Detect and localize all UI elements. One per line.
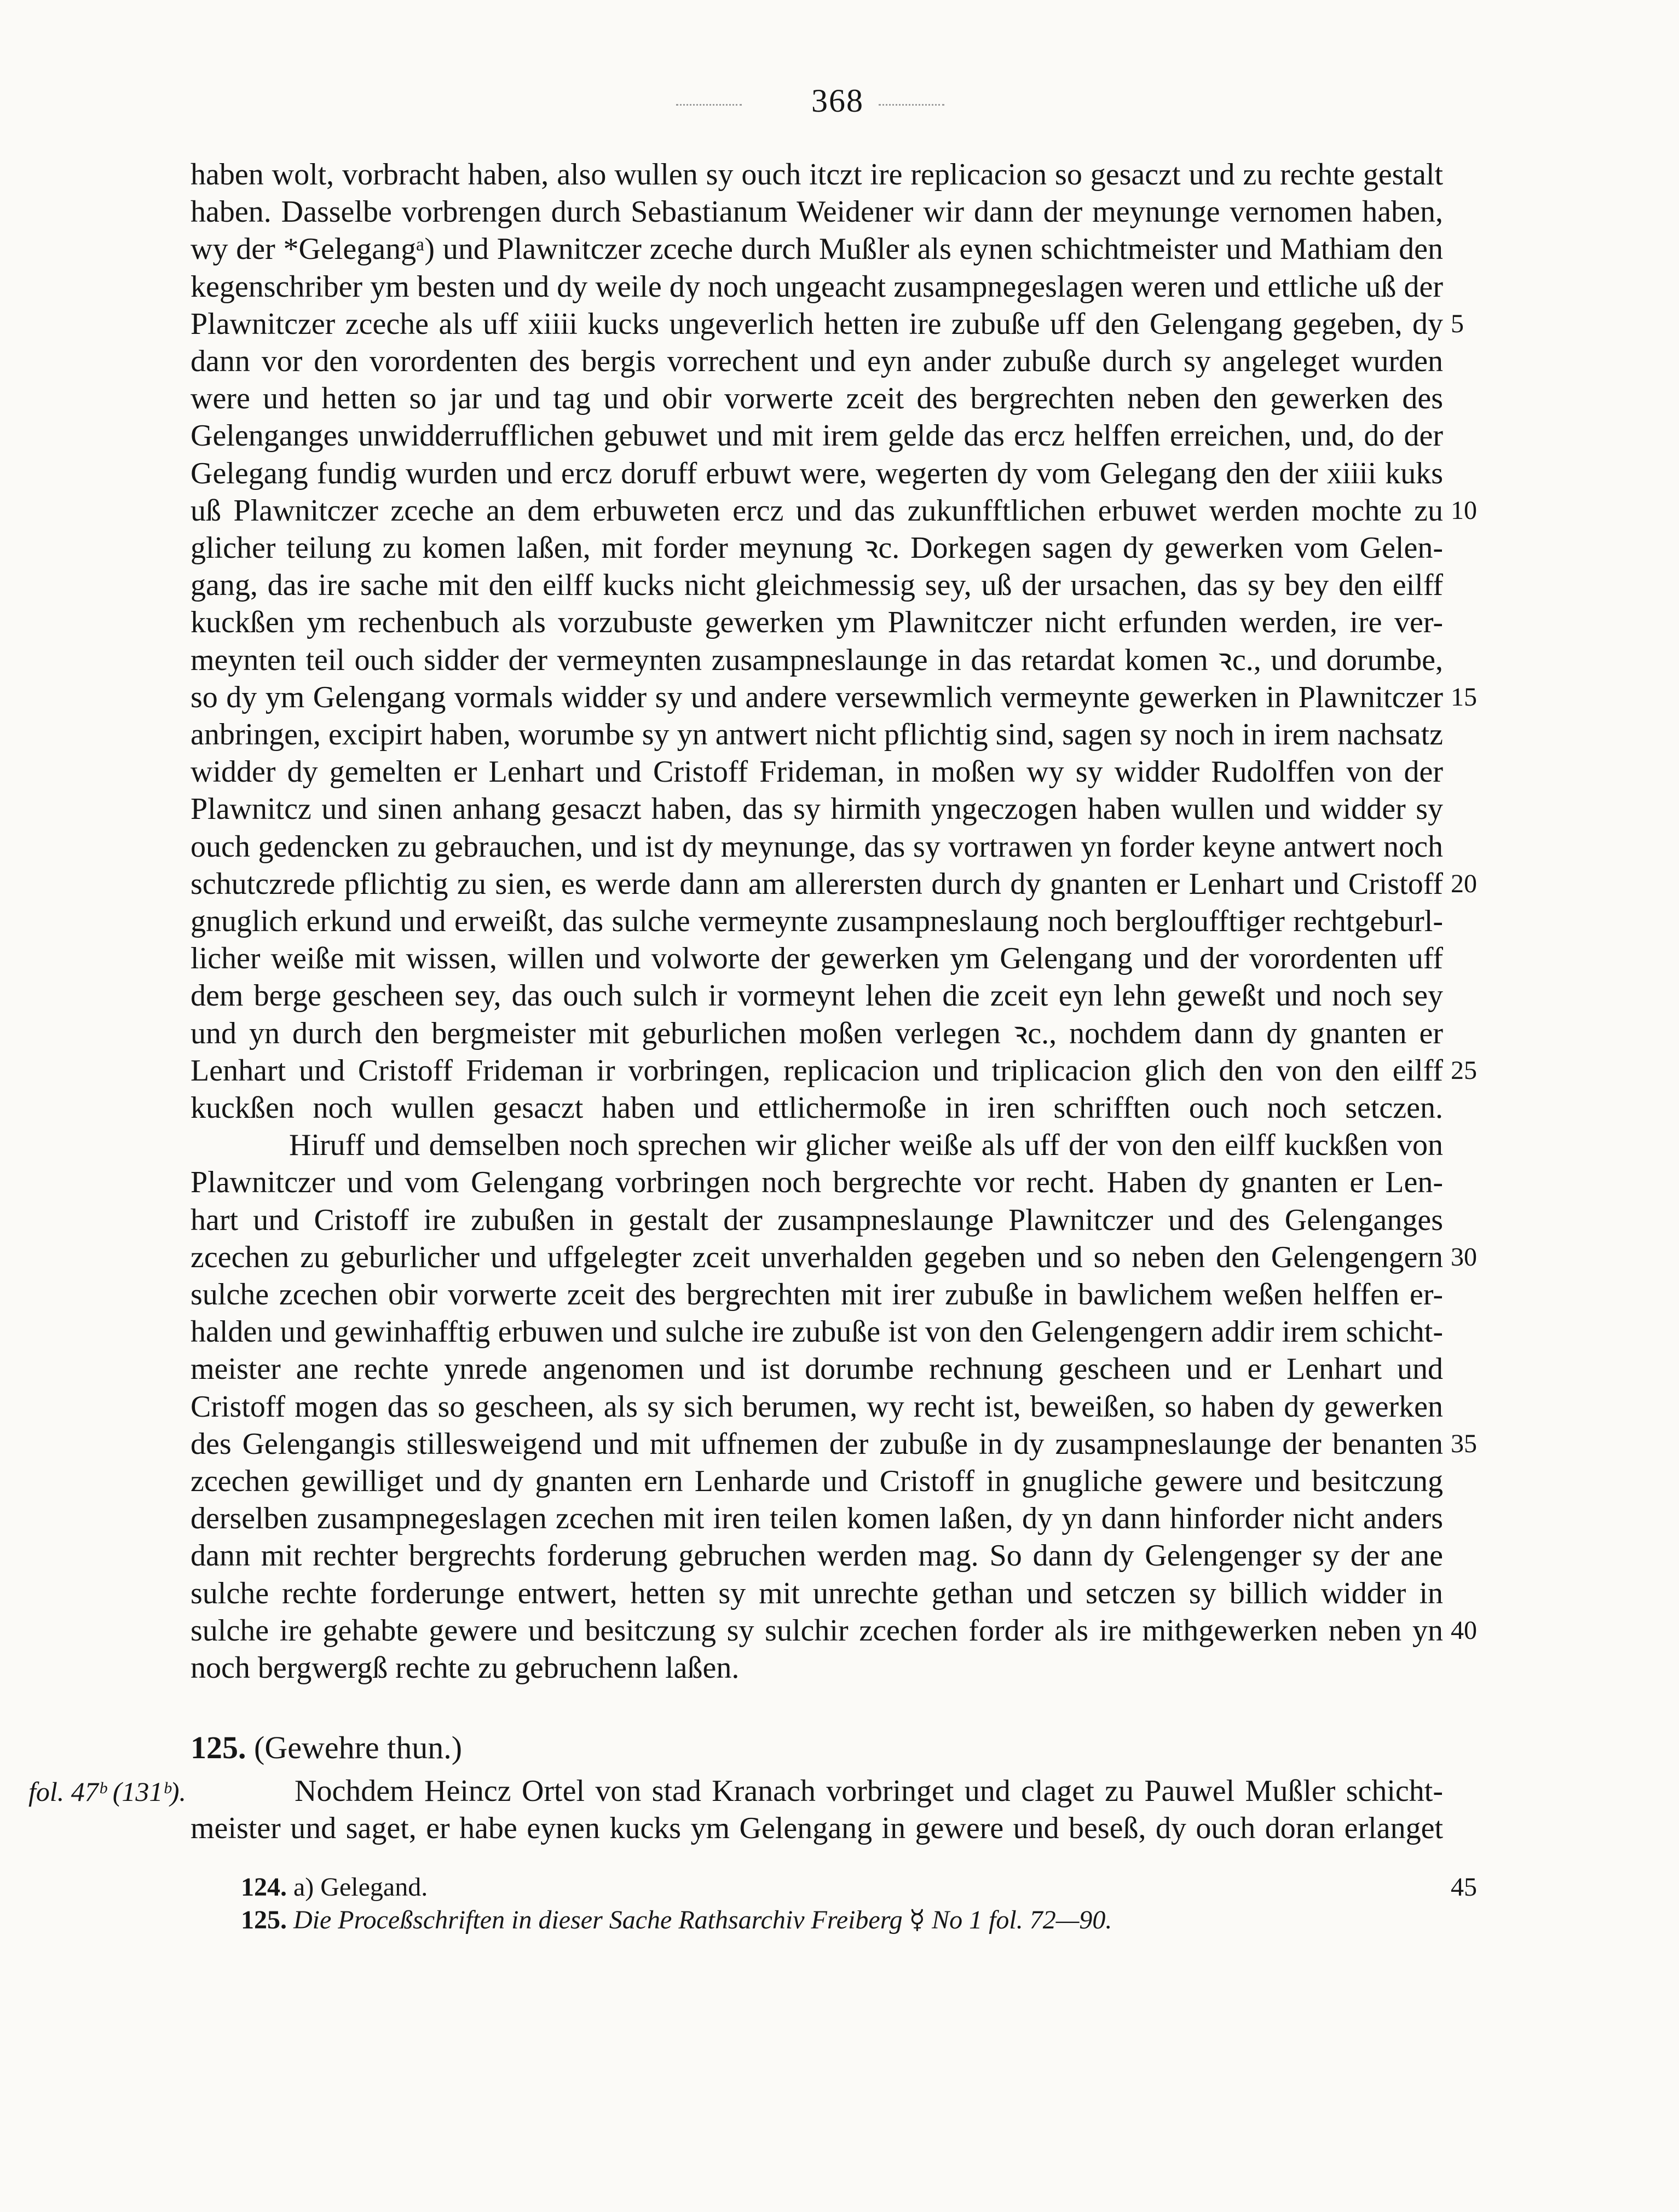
section-title: (Gewehre thun.) xyxy=(254,1730,463,1765)
page-number-rule-right xyxy=(879,104,944,106)
text-line: glicher teilung zu komen laßen, mit forder meynung ꝛc. Dorkegen sagen dy gewerken vom Gelen- xyxy=(191,531,1443,565)
text-line: Cristoff mogen das so gescheen, als sy sich berumen, wy recht ist, beweißen, so haben dy gewerken xyxy=(191,1390,1443,1424)
text-line: sulche ire gehabte gewere und besitczung sy sulchir zcechen forder als ire mithgewerken neben yn xyxy=(191,1614,1443,1648)
line-number: 10 xyxy=(1451,496,1477,525)
text-line: dann vor den vorordenten des bergis vorrechent und eyn ander zubuße durch sy angeleget wurden xyxy=(191,344,1443,378)
text-line: sulche rechte forderunge entwert, hetten sy mit unrechte gethan und setczen sy billich widder in xyxy=(191,1576,1443,1610)
text-line: Gelenganges unwidderrufflichen gebuwet und mit irem gelde das ercz helffen erreichen, und, do der xyxy=(191,419,1443,453)
text-line: noch bergwergß rechte zu gebruchenn laßen. xyxy=(191,1651,740,1685)
text-line: Gelegang fundig wurden und ercz doruff erbuwt were, wegerten dy vom Gelegang den der xiiii kuks xyxy=(191,457,1443,490)
footnote xyxy=(241,1904,1112,1937)
text-line: Plawnitczer zceche als uff xiiii kucks ungeverlich hetten ire zubuße uff den Gelengang gegeben, dy xyxy=(191,307,1443,341)
footnote-number: 125. xyxy=(241,1905,287,1934)
text-line: haben wolt, vorbracht haben, also wullen sy ouch itczt ire replicacion so gesaczt und zu rechte gestalt xyxy=(191,158,1443,192)
line-number: 5 xyxy=(1451,309,1464,338)
text-line: kegenschriber ym besten und dy weile dy noch ungeacht zusampnegeslagen weren und ettliche uß der xyxy=(191,270,1443,304)
text-line: licher weiße mit wissen, willen und volworte der gewerken ym Gelengang und der vorordenten uff xyxy=(191,942,1443,975)
page-number-rule-left xyxy=(676,104,742,106)
line-number: 25 xyxy=(1451,1056,1477,1085)
section-line: meister und saget, er habe eynen kucks ym Gelengang in gewere und beseß, dy ouch doran erlanget xyxy=(191,1811,1443,1845)
text-line: haben. Dasselbe vorbrengen durch Sebastianum Weidener wir dann der meynunge vernomen haben, xyxy=(191,195,1443,229)
section-heading xyxy=(191,1729,462,1767)
text-line: kuckßen noch wullen gesaczt haben und ettlichermoße in iren schrifften ouch noch setczen. xyxy=(191,1091,1443,1125)
footnote-text: Die Proceßschriften in dieser Sache Rathsarchiv Freiberg ☿ No 1 fol. 72—90. xyxy=(293,1905,1112,1934)
text-line: wy der *Gelegangᵃ) und Plawnitczer zceche durch Mußler als eynen schichtmeister und Mathiam den xyxy=(191,232,1443,266)
text-line: zcechen zu geburlicher und uffgelegter zceit unverhalden gegeben und so neben den Gelengengern xyxy=(191,1240,1443,1274)
text-line: Plawnitczer und vom Gelengang vorbringen noch bergrechte vor recht. Haben dy gnanten er Len- xyxy=(191,1165,1443,1199)
text-line: ouch gedencken zu gebrauchen, und ist dy meynunge, das sy vortrawen yn forder keyne antwert noch xyxy=(191,830,1443,864)
text-line: anbringen, excipirt haben, worumbe sy yn antwert nicht pflichtig sind, sagen sy noch in irem nachsatz xyxy=(191,718,1443,752)
text-line: widder dy gemelten er Lenhart und Cristoff Frideman, in moßen wy sy widder Rudolffen von der xyxy=(191,755,1443,789)
section-line: Nochdem Heincz Ortel von stad Kranach vorbringet und claget zu Pauwel Mußler schicht- xyxy=(295,1774,1443,1808)
text-line: Hiruff und demselben noch sprechen wir glicher weiße als uff der von den eilff kuckßen von xyxy=(289,1128,1443,1162)
text-line: dem berge gescheen sey, das ouch sulch ir vormeynt lehen die zceit eyn lehn geweßt und noch sey xyxy=(191,979,1443,1013)
text-line: gnuglich erkund und erweißt, das sulche vermeynte zusampneslaung noch bergloufftiger rechtgeburl- xyxy=(191,904,1443,938)
footnote-number: 124. xyxy=(241,1873,287,1902)
section-number: 125. xyxy=(191,1730,246,1765)
text-line: schutczrede pflichtig zu sien, es werde dann am allerersten durch dy gnanten er Lenhart und Cristoff xyxy=(191,867,1443,901)
text-line: hart und Cristoff ire zubußen in gestalt der zusampneslaunge Plawnitczer und des Gelenganges xyxy=(191,1203,1443,1237)
footnote-line-number: 45 xyxy=(1451,1873,1477,1902)
text-line: Plawnitcz und sinen anhang gesaczt haben, das sy hirmith yngeczogen haben wullen und widder sy xyxy=(191,792,1443,826)
line-number: 30 xyxy=(1451,1243,1477,1272)
text-line: so dy ym Gelengang vormals widder sy und andere versewmlich vermeynte gewerken in Plawnitczer xyxy=(191,680,1443,714)
text-line: Lenhart und Cristoff Frideman ir vorbringen, replicacion und triplicacion glich den von den eilff xyxy=(191,1054,1443,1088)
text-line: halden und gewinhafftig erbuwen und sulche ire zubuße ist von den Gelengengern addir irem schicht- xyxy=(191,1315,1443,1349)
text-line: gang, das ire sache mit den eilff kucks nicht gleichmessig sey, uß der ursachen, das sy bey den eilff xyxy=(191,568,1443,602)
text-line: und yn durch den bergmeister mit geburlichen moßen verlegen ꝛc., nochdem dann dy gnanten er xyxy=(191,1017,1443,1050)
text-line: zcechen gewilliget und dy gnanten ern Lenharde und Cristoff in gnugliche gewere und besitczung xyxy=(191,1464,1443,1498)
text-line: meynten teil ouch sidder der vermeynten zusampneslaunge in das retardat komen ꝛc., und dorumbe, xyxy=(191,643,1443,677)
text-line: dann mit rechter bergrechts forderung gebruchen werden mag. So dann dy Gelengenger sy der ane xyxy=(191,1539,1443,1573)
line-number: 20 xyxy=(1451,869,1477,898)
text-line: des Gelengangis stillesweigend und mit uffnemen der zubuße in dy zusampneslaunge der benanten xyxy=(191,1427,1443,1461)
page-number: 368 xyxy=(811,83,864,119)
text-line: sulche zcechen obir vorwerte zceit des bergrechten mit irer zubuße in bawlichem weßen helffen er- xyxy=(191,1278,1443,1312)
margin-note: fol. 47ᵇ (131ᵇ). xyxy=(28,1776,186,1807)
line-number: 35 xyxy=(1451,1429,1477,1458)
line-number: 15 xyxy=(1451,683,1477,712)
text-line: uß Plawnitczer zceche an dem erbuweten ercz und das zukunfftlichen erbuwet werden mochte zu xyxy=(191,494,1443,528)
text-line: meister ane rechte ynrede angenomen und ist dorumbe rechnung gescheen und er Lenhart und xyxy=(191,1352,1443,1386)
footnote-text: a) Gelegand. xyxy=(293,1873,428,1902)
text-line: were und hetten so jar und tag und obir vorwerte zceit des bergrechten neben den gewerken des xyxy=(191,382,1443,415)
footnote xyxy=(241,1871,428,1904)
text-line: kuckßen ym rechenbuch als vorzubuste gewerken ym Plawnitczer nicht erfunden werden, ire ver- xyxy=(191,605,1443,639)
line-number: 40 xyxy=(1451,1616,1477,1645)
text-line: derselben zusampnegeslagen zcechen mit iren teilen komen laßen, dy yn dann hinforder nicht anders xyxy=(191,1501,1443,1535)
